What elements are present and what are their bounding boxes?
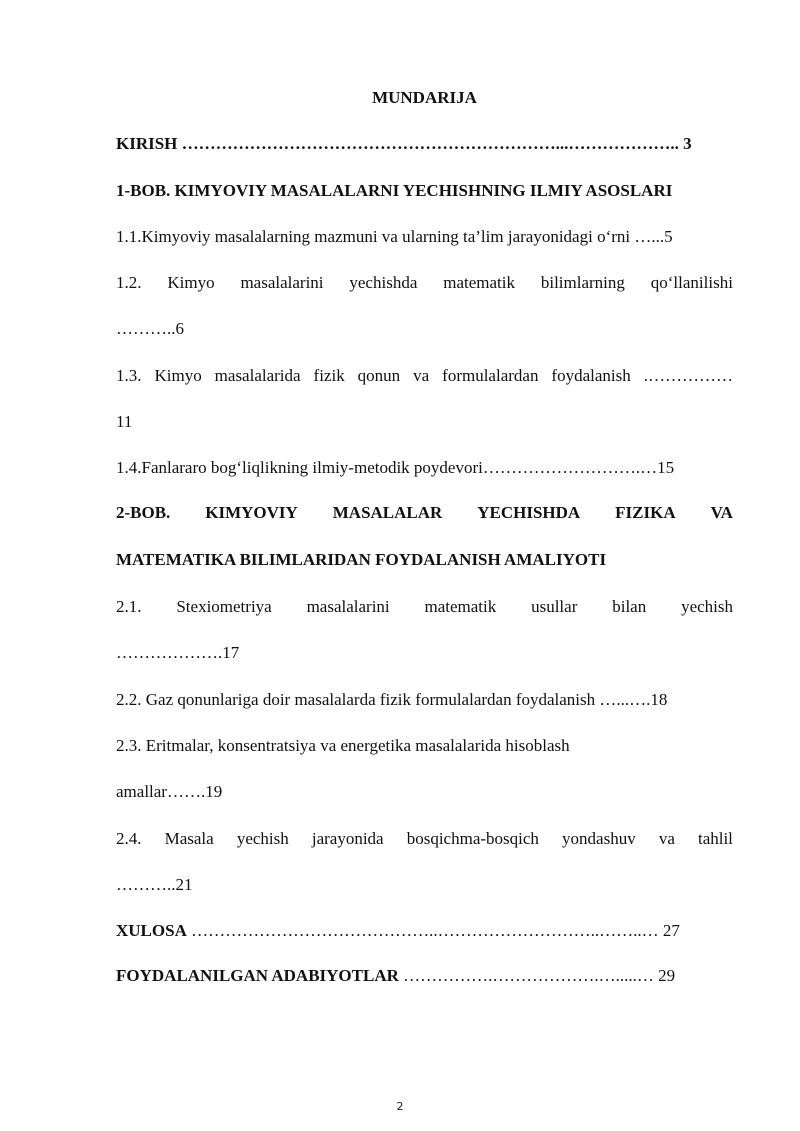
word: matematik bbox=[443, 273, 515, 292]
word: .…………… bbox=[643, 366, 733, 385]
word: masalalarida bbox=[214, 366, 301, 385]
toc-entry-2-4 bbox=[116, 828, 733, 850]
toc-chapter-2 bbox=[116, 502, 733, 524]
word: tahlil bbox=[697, 829, 733, 848]
word: masalalarini bbox=[240, 273, 324, 292]
toc-entry-2-3-page: amallar…….19 bbox=[116, 782, 223, 801]
word: 2-BOB. bbox=[116, 503, 171, 522]
word: usullar bbox=[531, 597, 578, 616]
word: VA bbox=[710, 503, 733, 522]
word: yechishda bbox=[349, 273, 418, 292]
word: qonun bbox=[357, 366, 401, 385]
word: FIZIKA bbox=[615, 503, 676, 522]
word: formulalardan bbox=[442, 366, 539, 385]
toc-entry-2-4-page: ………..21 bbox=[116, 875, 193, 894]
toc-entry-1-3 bbox=[116, 365, 733, 387]
entry-label: XULOSA bbox=[116, 921, 187, 940]
word: yondashuv bbox=[562, 829, 636, 848]
word: 2.4. bbox=[116, 829, 142, 848]
toc-chapter-1: 1-BOB. KIMYOVIY MASALALARNI YECHISHNING ILMIY ASOSLARI bbox=[116, 181, 673, 200]
word: Kimyo bbox=[167, 273, 215, 292]
word: va bbox=[658, 829, 675, 848]
word: jarayonida bbox=[311, 829, 384, 848]
word: bosqichma-bosqich bbox=[406, 829, 539, 848]
word: masalalarini bbox=[306, 597, 390, 616]
toc-entry-xulosa bbox=[116, 920, 733, 942]
toc-entry-1-4: 1.4.Fanlararo bog‘liqlikning ilmiy-metodik poydevori……………………….…15 bbox=[116, 458, 675, 477]
page-number: 2 bbox=[396, 1100, 404, 1113]
word: 1.2. bbox=[116, 273, 142, 292]
word: matematik bbox=[424, 597, 497, 616]
toc-entry-adabiyotlar bbox=[116, 965, 733, 987]
word: foydalanish bbox=[551, 366, 631, 385]
toc-chapter-2-line2: MATEMATIKA BILIMLARIDAN FOYDALANISH AMALIYOTI bbox=[116, 550, 607, 569]
word: 2.1. bbox=[116, 597, 142, 616]
toc-entry-1-1: 1.1.Kimyoviy masalalarning mazmuni va ularning ta’lim jarayonidagi o‘rni …...5 bbox=[116, 227, 673, 246]
toc-entry-2-1 bbox=[116, 596, 733, 618]
word: MASALALAR bbox=[332, 503, 443, 522]
toc-entry-kirish: KIRISH …………………………………………………………...……………….. 3 bbox=[116, 134, 692, 153]
word: YECHISHDA bbox=[477, 503, 581, 522]
word: Stexiometriya bbox=[176, 597, 272, 616]
word: bilimlarning bbox=[540, 273, 625, 292]
word: Masala bbox=[164, 829, 214, 848]
toc-entry-2-1-page: ……………….17 bbox=[116, 643, 240, 662]
entry-leader: ……………………………………..………………………..……..… 27 bbox=[186, 921, 680, 940]
word: qo‘llanilishi bbox=[650, 273, 733, 292]
word: Kimyo bbox=[154, 366, 202, 385]
toc-title: MUNDARIJA bbox=[372, 88, 477, 107]
entry-leader: …………….……………….….....… 29 bbox=[403, 966, 676, 985]
word: bilan bbox=[612, 597, 647, 616]
toc-entry-1-2 bbox=[116, 272, 733, 294]
toc-entry-2-2: 2.2. Gaz qonunlariga doir masalalarda fizik formulalardan foydalanish …...….18 bbox=[116, 690, 668, 709]
word: fizik bbox=[313, 366, 345, 385]
word: 1.3. bbox=[116, 366, 142, 385]
word: yechish bbox=[681, 597, 733, 616]
toc-entry-2-3: 2.3. Eritmalar, konsentratsiya va energetika masalalarida hisoblash bbox=[116, 736, 570, 755]
word: yechish bbox=[236, 829, 289, 848]
toc-entry-1-3-page: 11 bbox=[116, 412, 133, 431]
word: va bbox=[413, 366, 430, 385]
word: KIMYOVIY bbox=[205, 503, 298, 522]
entry-label: FOYDALANILGAN ADABIYOTLAR bbox=[116, 966, 404, 985]
toc-entry-1-2-page: ………..6 bbox=[116, 319, 184, 338]
